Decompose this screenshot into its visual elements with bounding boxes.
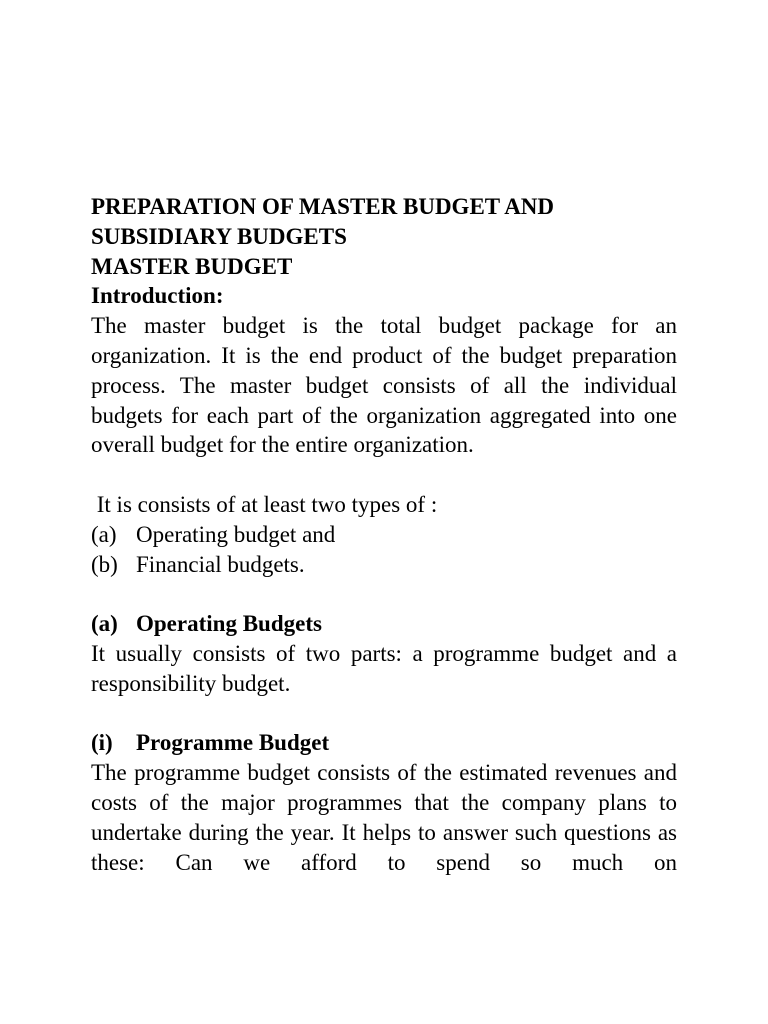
document-title-line-1: PREPARATION OF MASTER BUDGET AND (91, 194, 555, 219)
document-title-line-2: SUBSIDIARY BUDGETS (91, 223, 347, 249)
spacer (91, 699, 677, 729)
types-intro: It is consists of at least two types of : (91, 491, 438, 517)
list-marker: (a) (91, 521, 117, 547)
spacer (91, 579, 677, 609)
operating-budgets-heading (91, 609, 677, 639)
list-item (91, 550, 677, 580)
list-marker: (b) (91, 551, 118, 577)
list-item-text: Operating budget and (136, 521, 336, 547)
introduction-paragraph: The master budget is the total budget package for an organization. It is the end product of the budget preparation process. The master budget consists of all the individual budgets for each part of the organization aggregated into one overall budget for the entire organization. (91, 313, 677, 458)
introduction-heading: Introduction: (91, 283, 224, 309)
programme-budget-heading (91, 728, 677, 758)
document-page (91, 192, 677, 877)
list-item-text: Financial budgets. (136, 551, 305, 577)
programme-budget-paragraph: The programme budget consists of the estimated revenues and costs of the major programmes that the company plans to undertake during the year. It helps to answer such questions as these: Can we afford to spend so much on (91, 760, 677, 875)
spacer (91, 460, 677, 490)
heading-text: Operating Budgets (136, 611, 322, 637)
section-heading: MASTER BUDGET (91, 253, 293, 279)
heading-text: Programme Budget (136, 730, 330, 756)
list-item (91, 520, 677, 550)
heading-marker: (i) (91, 730, 113, 756)
operating-budgets-paragraph: It usually consists of two parts: a programme budget and a responsibility budget. (91, 640, 677, 696)
heading-marker: (a) (91, 611, 118, 637)
